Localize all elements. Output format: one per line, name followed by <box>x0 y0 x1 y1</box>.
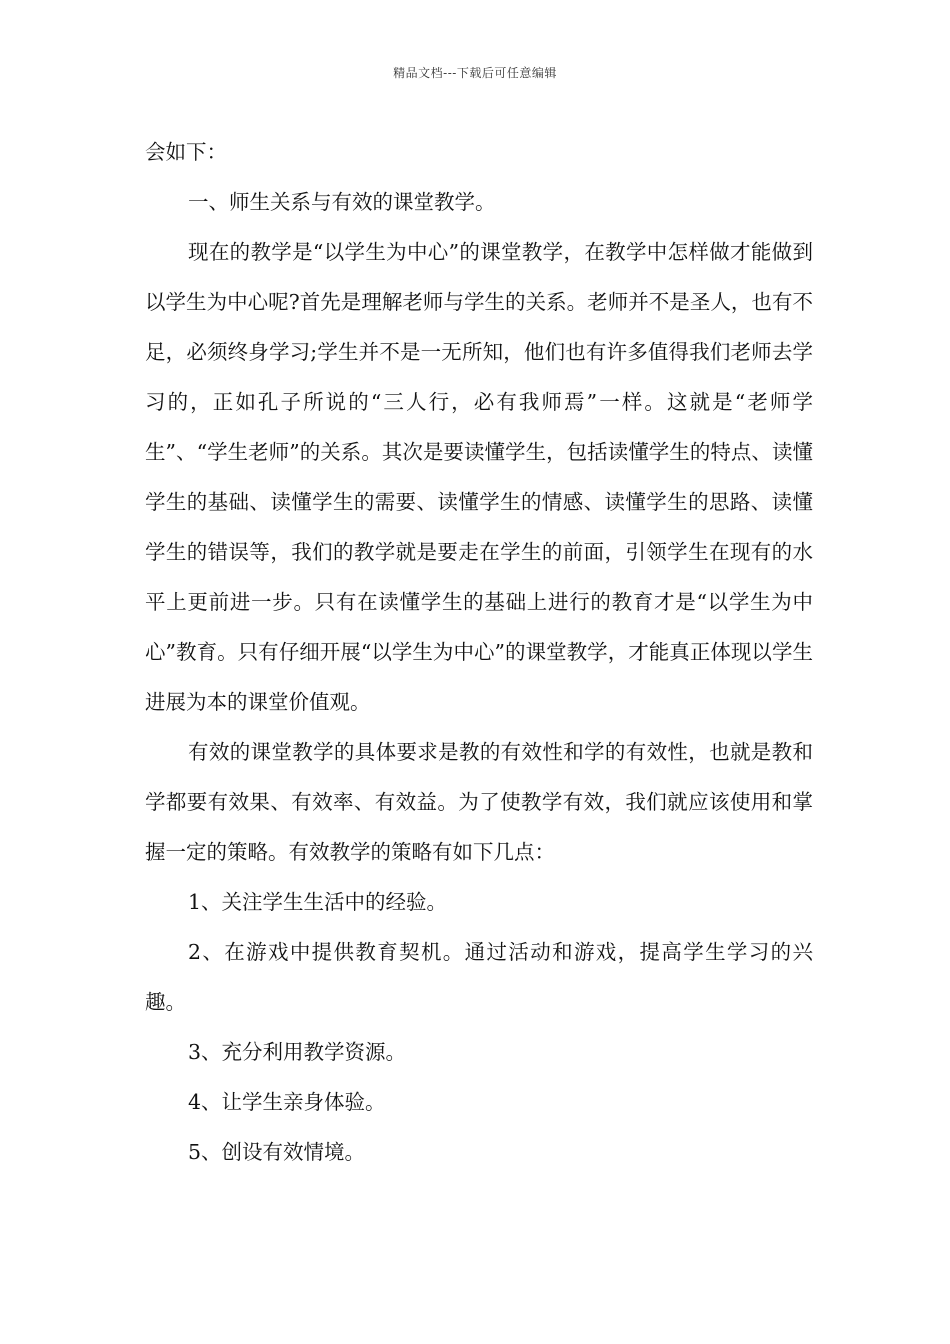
list-item: 3、充分利用教学资源。 <box>188 1040 407 1064</box>
document-body <box>145 127 813 1177</box>
list-item: 1、关注学生生活中的经验。 <box>188 890 448 914</box>
list-item: 2、在游戏中提供教育契机。通过活动和游戏，提高学生学习的兴趣。 <box>145 940 813 1014</box>
section-heading: 一、师生关系与有效的课堂教学。 <box>188 190 496 214</box>
paragraph: 会如下： <box>145 140 227 164</box>
paragraph: 现在的教学是“以学生为中心”的课堂教学，在教学中怎样做才能做到以学生为中心呢?首先是理解老师与学生的关系。老师并不是圣人，也有不足，必须终身学习;学生并不是一无所知，他们也有许多值得我们老师去学习的，正如孔子所说的“三人行，必有我师焉”一样。这就是“老师学生”、“学生老师”的关系。其次是要读懂学生，包括读懂学生的特点、读懂学生的基础、读懂学生的需要、读懂学生的情感、读懂学生的思路、读懂学生的错误等，我们的教学就是要走在学生的前面，引领学生在现有的水平上更前进一步。只有在读懂学生的基础上进行的教育才是“以学生为中心”教育。只有仔细开展“以学生为中心”的课堂教学，才能真正体现以学生进展为本的课堂价值观。 <box>145 240 813 714</box>
list-item: 5、创设有效情境。 <box>188 1140 366 1164</box>
paragraph: 有效的课堂教学的具体要求是教的有效性和学的有效性，也就是教和学都要有效果、有效率、有效益。为了使教学有效，我们就应该使用和掌握一定的策略。有效教学的策略有如下几点： <box>145 740 813 864</box>
page-header: 精品文档---下载后可任意编辑 <box>393 66 557 80</box>
list-item: 4、让学生亲身体验。 <box>188 1090 386 1114</box>
